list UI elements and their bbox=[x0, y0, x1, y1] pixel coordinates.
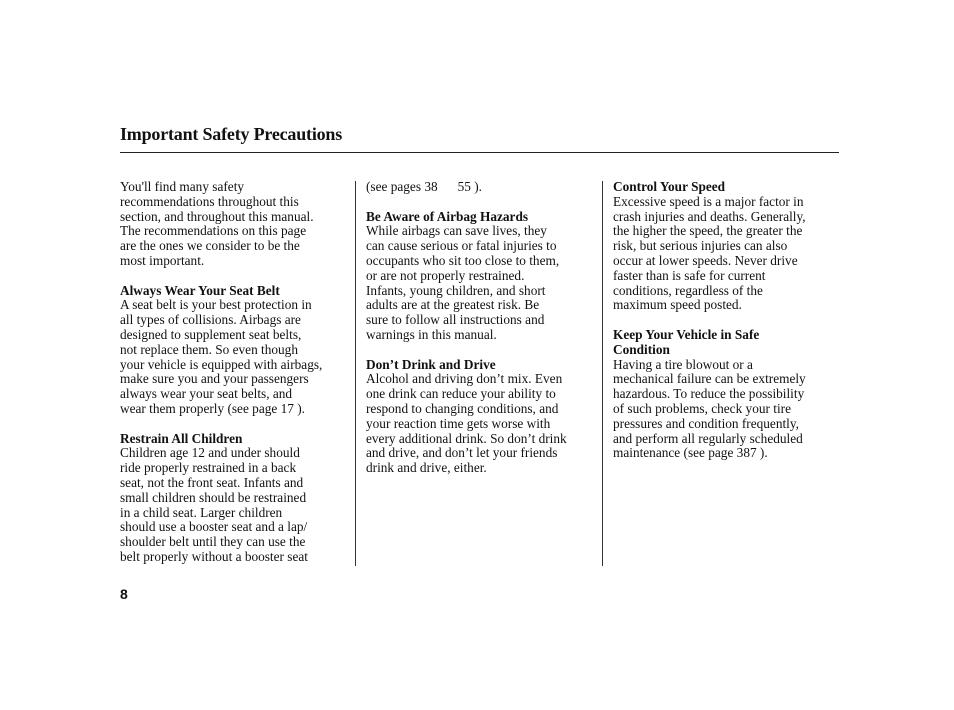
text-line: Alcohol and driving don’t mix. Even bbox=[366, 371, 563, 387]
speed-paragraph bbox=[613, 195, 841, 313]
text-line: faster than is safe for current bbox=[613, 267, 766, 283]
continued-text: (see pages 38 55 ). bbox=[366, 179, 482, 194]
text-line: make sure you and your passengers bbox=[120, 371, 309, 387]
text-line: While airbags can save lives, they bbox=[366, 223, 547, 239]
section-heading-speed: Control Your Speed bbox=[613, 179, 726, 194]
text-line: and perform all regularly scheduled bbox=[613, 430, 803, 446]
text-line: in a child seat. Larger children bbox=[120, 504, 283, 520]
page-number: 8 bbox=[120, 586, 128, 602]
text-line: or are not properly restrained. bbox=[366, 267, 525, 283]
text-line: your reaction time gets worse with bbox=[366, 415, 551, 431]
condition-paragraph bbox=[613, 358, 841, 462]
seat-belt-paragraph bbox=[120, 298, 346, 416]
section-heading-airbag: Be Aware of Airbag Hazards bbox=[366, 208, 529, 224]
text-line: all types of collisions. Airbags are bbox=[120, 312, 301, 328]
intro-paragraph bbox=[120, 180, 346, 269]
text-line: adults are at the greatest risk. Be bbox=[366, 297, 540, 313]
text-line: every additional drink. So don’t drink bbox=[366, 430, 567, 446]
page-title: Important Safety Precautions bbox=[120, 124, 343, 144]
text-line: maintenance (see page 387 ). bbox=[613, 445, 768, 461]
spacer bbox=[366, 195, 594, 210]
text-line: and drive, and don’t let your friends bbox=[366, 445, 558, 461]
text-line: You'll find many safety bbox=[120, 179, 245, 194]
section-heading-condition-cont: Condition bbox=[613, 341, 670, 357]
text-line: can cause serious or fatal injuries to bbox=[366, 238, 557, 254]
text-line: the higher the speed, the greater the bbox=[613, 223, 803, 239]
text-line: A seat belt is your best protection in bbox=[120, 297, 312, 313]
text-line: sure to follow all instructions and bbox=[366, 312, 545, 328]
text-line: respond to changing conditions, and bbox=[366, 400, 559, 416]
text-line: ride properly restrained in a back bbox=[120, 460, 297, 476]
section-heading-condition: Keep Your Vehicle in Safe bbox=[613, 326, 760, 342]
text-line: are the ones we consider to be the bbox=[120, 238, 300, 254]
text-line: one drink can reduce your ability to bbox=[366, 386, 556, 402]
spacer bbox=[366, 343, 594, 358]
text-line: hazardous. To reduce the possibility bbox=[613, 386, 805, 402]
text-line: Excessive speed is a major factor in bbox=[613, 193, 804, 209]
text-line: designed to supplement seat belts, bbox=[120, 326, 302, 342]
text-line: small children should be restrained bbox=[120, 489, 307, 505]
title-rule bbox=[120, 152, 839, 153]
text-line: always wear your seat belts, and bbox=[120, 386, 293, 402]
text-line: Having a tire blowout or a bbox=[613, 356, 753, 372]
text-line: maximum speed posted. bbox=[613, 297, 742, 313]
text-line: not replace them. So even though bbox=[120, 341, 298, 357]
text-line: The recommendations on this page bbox=[120, 223, 307, 239]
text-line: recommendations throughout this bbox=[120, 193, 299, 209]
text-line: risk, but serious injuries can also bbox=[613, 238, 788, 254]
spacer bbox=[120, 417, 346, 432]
text-line: occupants who sit too close to them, bbox=[366, 252, 560, 268]
text-line: wear them properly (see page 17 ). bbox=[120, 400, 305, 416]
column-3 bbox=[613, 180, 841, 461]
text-line: mechanical failure can be extremely bbox=[613, 371, 806, 387]
text-line: conditions, regardless of the bbox=[613, 282, 763, 298]
column-divider-2 bbox=[602, 181, 603, 566]
column-2 bbox=[366, 180, 594, 476]
section-heading-seat-belt: Always Wear Your Seat Belt bbox=[120, 282, 280, 298]
spacer bbox=[613, 313, 841, 328]
text-line: occur at lower speeds. Never drive bbox=[613, 252, 798, 268]
text-line: should use a booster seat and a lap/ bbox=[120, 519, 308, 535]
section-heading-drink: Don’t Drink and Drive bbox=[366, 356, 496, 372]
text-line: belt properly without a booster seat bbox=[120, 548, 308, 564]
text-line: pressures and condition frequently, bbox=[613, 415, 799, 431]
text-line: section, and throughout this manual. bbox=[120, 208, 314, 224]
text-line: seat, not the front seat. Infants and bbox=[120, 474, 304, 490]
text-line: Infants, young children, and short bbox=[366, 282, 546, 298]
text-line: warnings in this manual. bbox=[366, 326, 497, 342]
text-line: Children age 12 and under should bbox=[120, 445, 300, 461]
text-line: most important. bbox=[120, 252, 205, 268]
column-divider-1 bbox=[355, 181, 356, 566]
text-line: of such problems, check your tire bbox=[613, 400, 791, 416]
text-line: shoulder belt until they can use the bbox=[120, 534, 306, 550]
spacer bbox=[120, 269, 346, 284]
children-paragraph bbox=[120, 446, 346, 564]
column-1 bbox=[120, 180, 346, 565]
text-line: your vehicle is equipped with airbags, bbox=[120, 356, 323, 372]
text-line: crash injuries and deaths. Generally, bbox=[613, 208, 806, 224]
airbag-paragraph bbox=[366, 224, 594, 342]
section-heading-children: Restrain All Children bbox=[120, 430, 243, 446]
drink-paragraph bbox=[366, 372, 594, 476]
text-line: drink and drive, either. bbox=[366, 460, 487, 476]
